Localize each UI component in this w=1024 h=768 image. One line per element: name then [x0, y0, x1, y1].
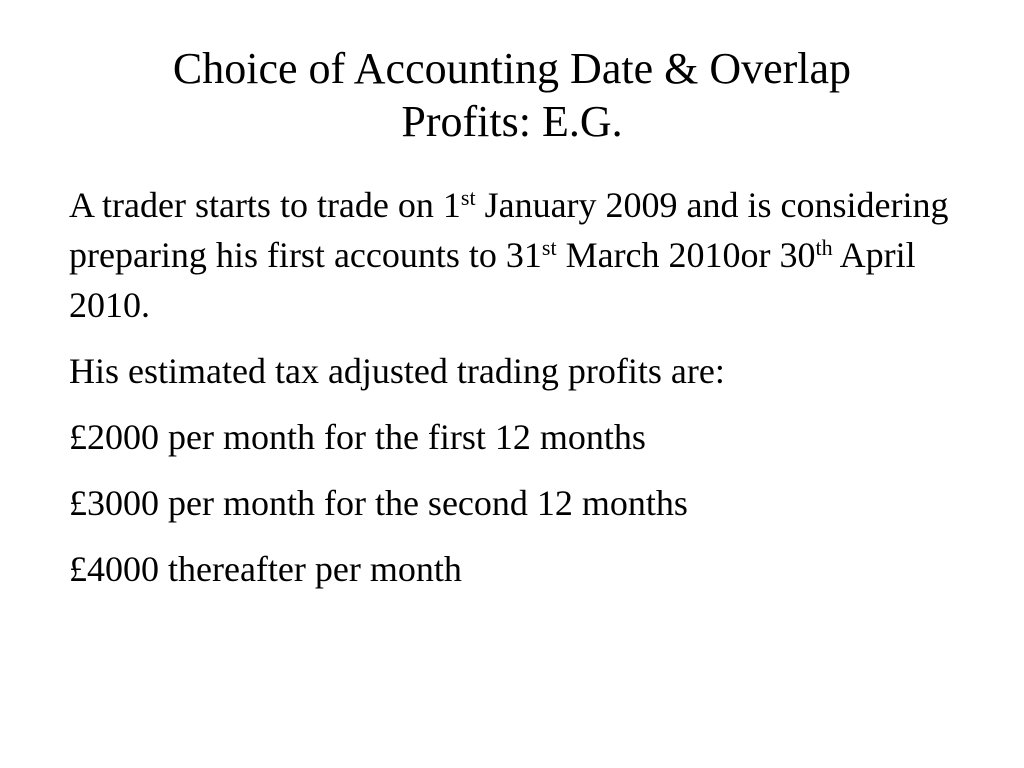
- intro-text-4: April 2010.: [69, 235, 916, 325]
- intro-paragraph: [69, 180, 969, 330]
- slide-title: [40, 42, 984, 148]
- intro-ordinal-suffix-3: th: [815, 235, 833, 260]
- profit-line: £3000 per month for the second 12 months: [69, 483, 688, 523]
- slide-title-line-2: Profits: E.G.: [401, 97, 623, 146]
- intro-text-3: March 2010or 30: [556, 235, 816, 275]
- intro-text-1: A trader starts to trade on 1: [69, 185, 461, 225]
- slide-body: [69, 180, 969, 610]
- estimate-heading: His estimated tax adjusted trading profits are:: [69, 351, 725, 391]
- profit-line: £4000 thereafter per month: [69, 549, 462, 589]
- intro-ordinal-suffix-2: st: [541, 235, 557, 260]
- slide-title-line-1: Choice of Accounting Date & Overlap: [172, 44, 852, 93]
- intro-text-2: January 2009 and is considering preparing his first accounts to 31: [69, 185, 949, 275]
- profit-line: £2000 per month for the first 12 months: [69, 417, 646, 457]
- intro-ordinal-suffix-1: st: [460, 185, 476, 210]
